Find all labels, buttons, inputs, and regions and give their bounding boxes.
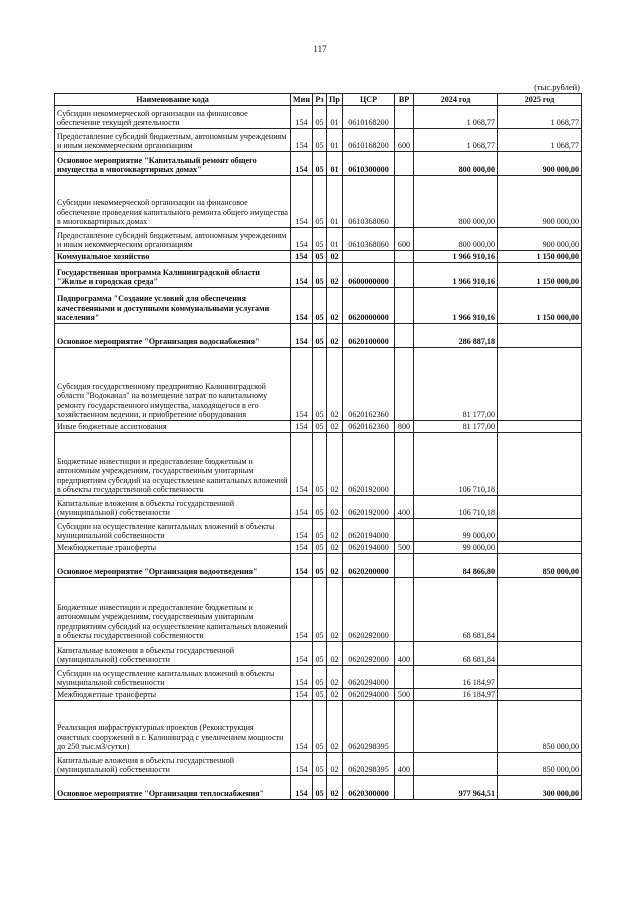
table-cell-csr: 0620162360 [343,348,395,421]
table-cell-2024: 1 966 910,16 [414,288,498,324]
table-cell-2025 [498,666,582,689]
table-cell-2024: 106 710,18 [414,433,498,496]
table-cell-min: 154 [291,554,313,578]
table-cell-min: 154 [291,578,313,642]
table-cell-min: 154 [291,642,313,666]
table-cell-vr: 400 [395,642,414,666]
table-cell-csr: 0620294000 [343,689,395,701]
table-cell-min: 154 [291,152,313,176]
table-cell-min: 154 [291,701,313,753]
table-cell-2025: 850 000,00 [498,554,582,578]
table-cell-pr: 02 [327,263,343,288]
table-cell-csr: 0620200000 [343,554,395,578]
table-cell-name: Капитальные вложения в объекты государственной (муниципальной) собственности [55,753,291,776]
table-cell-2025: 900 000,00 [498,176,582,228]
table-cell-2025 [498,421,582,433]
table-cell-vr [395,519,414,542]
table-cell-2024: 16 184,97 [414,689,498,701]
header-rz: Рз [313,94,327,106]
table-cell-rz: 05 [313,152,327,176]
table-cell-min: 154 [291,288,313,324]
header-vr: ВР [395,94,414,106]
table-cell-pr: 02 [327,689,343,701]
table-cell-csr: 0610168200 [343,106,395,129]
table-cell-min: 154 [291,542,313,554]
table-cell-pr: 02 [327,251,343,263]
table-cell-pr: 02 [327,542,343,554]
table-row [55,666,582,689]
table-row [55,689,582,701]
table-cell-pr: 01 [327,106,343,129]
table-cell-vr: 500 [395,689,414,701]
table-cell-rz: 05 [313,666,327,689]
table-row [55,106,582,129]
table-row [55,421,582,433]
table-cell-min: 154 [291,421,313,433]
table-cell-rz: 05 [313,129,327,152]
table-cell-vr: 600 [395,228,414,251]
header-min: Мин [291,94,313,106]
table-cell-min: 154 [291,251,313,263]
table-cell-name: Предоставление субсидий бюджетным, автономным учреждениям и иным некоммерческим организациям [55,228,291,251]
table-cell-min: 154 [291,129,313,152]
table-cell-vr [395,176,414,228]
table-row [55,701,582,753]
table-cell-min: 154 [291,666,313,689]
table-row [55,228,582,251]
table-cell-vr: 600 [395,129,414,152]
table-cell-rz: 05 [313,324,327,348]
budget-table [54,93,582,800]
table-row [55,519,582,542]
table-cell-name: Основное мероприятие "Капитальный ремонт общего имущества в многоквартирных домах" [55,152,291,176]
table-cell-csr: 0620194000 [343,542,395,554]
table-cell-vr [395,263,414,288]
table-cell-rz: 05 [313,701,327,753]
table-cell-rz: 05 [313,348,327,421]
table-cell-min: 154 [291,776,313,800]
table-cell-min: 154 [291,753,313,776]
table-cell-2024: 99 000,00 [414,542,498,554]
table-row-section [55,263,582,288]
table-row-section [55,251,582,263]
table-cell-vr [395,288,414,324]
header-name: Наименование кода [55,94,291,106]
table-cell-2025: 850 000,00 [498,753,582,776]
table-cell-rz: 05 [313,421,327,433]
table-cell-min: 154 [291,519,313,542]
table-cell-csr: 0620000000 [343,288,395,324]
table-row [55,176,582,228]
table-row-section [55,776,582,800]
table-cell-2025: 300 000,00 [498,776,582,800]
table-cell-2025: 1 068,77 [498,129,582,152]
header-pr: Пр [327,94,343,106]
table-cell-pr: 01 [327,228,343,251]
table-row [55,129,582,152]
table-cell-pr: 01 [327,152,343,176]
table-cell-min: 154 [291,263,313,288]
table-cell-csr: 0620292000 [343,642,395,666]
table-row [55,753,582,776]
table-cell-pr: 01 [327,176,343,228]
table-cell-pr: 02 [327,433,343,496]
table-cell-vr: 400 [395,753,414,776]
table-cell-2025: 1 150 000,00 [498,288,582,324]
table-cell-rz: 05 [313,776,327,800]
header-2025: 2025 год [498,94,582,106]
table-row-section [55,554,582,578]
table-cell-vr [395,324,414,348]
table-cell-2025 [498,433,582,496]
header-csr: ЦСР [343,94,395,106]
table-cell-2025 [498,519,582,542]
table-cell-min: 154 [291,228,313,251]
table-cell-name: Субсидии некоммерческой организации на финансовое обеспечение проведения капитального ремонта общего имущества в многоквартирных домах [55,176,291,228]
table-cell-vr: 800 [395,421,414,433]
table-cell-pr: 02 [327,554,343,578]
table-cell-vr [395,348,414,421]
table-cell-2025 [498,578,582,642]
table-cell-2025 [498,542,582,554]
table-cell-rz: 05 [313,251,327,263]
table-cell-pr: 02 [327,421,343,433]
table-cell-name: Основное мероприятие "Организация теплоснабжения" [55,776,291,800]
table-cell-name: Коммунальное хозяйство [55,251,291,263]
table-cell-2025: 900 000,00 [498,228,582,251]
table-cell-2025 [498,689,582,701]
units-label: (тыс.рублей) [534,82,580,92]
table-cell-csr [343,251,395,263]
table-cell-name: Субсидии некоммерческой организации на финансовое обеспечение текущей деятельности [55,106,291,129]
table-cell-2024: 68 681,84 [414,578,498,642]
table-cell-2025 [498,642,582,666]
table-cell-name: Межбюджетные трансферты [55,542,291,554]
table-cell-pr: 02 [327,496,343,519]
table-cell-pr: 02 [327,519,343,542]
table-cell-name: Иные бюджетные ассигнования [55,421,291,433]
table-cell-pr: 02 [327,776,343,800]
table-cell-csr: 0600000000 [343,263,395,288]
table-row-section [55,152,582,176]
table-cell-2025 [498,324,582,348]
table-cell-2024: 1 068,77 [414,106,498,129]
table-row [55,542,582,554]
table-cell-csr: 0610300000 [343,152,395,176]
table-cell-min: 154 [291,176,313,228]
table-cell-rz: 05 [313,106,327,129]
table-cell-pr: 02 [327,666,343,689]
table-cell-2024: 286 887,18 [414,324,498,348]
table-cell-2024: 1 966 910,16 [414,251,498,263]
table-cell-2024: 68 681,84 [414,642,498,666]
table-row [55,348,582,421]
table-cell-rz: 05 [313,753,327,776]
table-cell-name: Государственная программа Калининградской области "Жилье и городская среда" [55,263,291,288]
table-cell-name: Подпрограмма "Создание условий для обеспечения качественными и доступными коммунальными услугами населения" [55,288,291,324]
table-cell-2024: 81 177,00 [414,421,498,433]
table-row-section [55,288,582,324]
table-cell-name: Реализация инфраструктурных проектов (Реконструкция очистных сооружений в г. Калининград с увеличением мощности до 250 тыс.м3/сутки) [55,701,291,753]
table-cell-2024 [414,701,498,753]
table-row-section [55,324,582,348]
table-cell-csr: 0620298395 [343,753,395,776]
table-cell-2024: 800 000,00 [414,152,498,176]
table-cell-2024 [414,753,498,776]
table-cell-name: Субсидии на осуществление капитальных вложений в объекты муниципальной собственности [55,519,291,542]
table-cell-csr: 0610368060 [343,228,395,251]
table-row [55,642,582,666]
table-cell-2025: 900 000,00 [498,152,582,176]
table-cell-name: Субсидии на осуществление капитальных вложений в объекты муниципальной собственности [55,666,291,689]
table-row [55,433,582,496]
table-cell-vr: 400 [395,496,414,519]
table-cell-name: Основное мероприятие "Организация водоснабжения" [55,324,291,348]
table-cell-pr: 02 [327,578,343,642]
table-cell-vr [395,251,414,263]
table-cell-2025 [498,496,582,519]
table-header-row [55,94,582,106]
table-cell-min: 154 [291,496,313,519]
table-cell-min: 154 [291,324,313,348]
table-cell-name: Предоставление субсидий бюджетным, автономным учреждениям и иным некоммерческим организациям [55,129,291,152]
table-cell-vr [395,666,414,689]
table-cell-rz: 05 [313,433,327,496]
table-cell-rz: 05 [313,519,327,542]
table-cell-vr [395,433,414,496]
table-cell-rz: 05 [313,288,327,324]
table-cell-2024: 84 866,80 [414,554,498,578]
table-cell-2024: 16 184,97 [414,666,498,689]
table-cell-pr: 01 [327,129,343,152]
table-cell-2024: 800 000,00 [414,176,498,228]
table-cell-rz: 05 [313,689,327,701]
table-cell-name: Субсидия государственному предприятию Калининградской области "Водоканал" на возмещение затрат по капитальному ремонту государственного имущества, находящегося в его хозяйственном ведении, и приобретение оборудования [55,348,291,421]
table-cell-pr: 02 [327,288,343,324]
header-2024: 2024 год [414,94,498,106]
table-cell-rz: 05 [313,496,327,519]
table-cell-name: Капитальные вложения в объекты государственной (муниципальной) собственности [55,642,291,666]
table-cell-min: 154 [291,689,313,701]
table-cell-name: Капитальные вложения в объекты государственной (муниципальной) собственности [55,496,291,519]
table-cell-vr [395,578,414,642]
table-cell-vr: 500 [395,542,414,554]
table-cell-2024: 1 068,77 [414,129,498,152]
table-row [55,496,582,519]
table-cell-2024: 977 964,51 [414,776,498,800]
table-cell-csr: 0620192000 [343,496,395,519]
table-cell-pr: 02 [327,753,343,776]
table-cell-name: Бюджетные инвестиции и предоставление бюджетным и автономным учреждениям, государственным унитарным предприятиям субсидий на осуществление капитальных вложений в объекты государственной собственности [55,578,291,642]
table-cell-2024: 800 000,00 [414,228,498,251]
table-cell-vr [395,776,414,800]
table-cell-rz: 05 [313,263,327,288]
table-cell-csr: 0620162360 [343,421,395,433]
table-cell-2025: 1 150 000,00 [498,263,582,288]
table-cell-2024: 106 710,18 [414,496,498,519]
table-cell-csr: 0610368060 [343,176,395,228]
table-cell-vr [395,701,414,753]
table-cell-2025: 1 150 000,00 [498,251,582,263]
table-cell-name: Основное мероприятие "Организация водоотведения" [55,554,291,578]
table-cell-vr [395,106,414,129]
table-cell-vr [395,554,414,578]
table-cell-rz: 05 [313,228,327,251]
table-cell-min: 154 [291,348,313,421]
table-cell-csr: 0620192000 [343,433,395,496]
table-cell-csr: 0610168200 [343,129,395,152]
table-cell-rz: 05 [313,554,327,578]
table-cell-2025: 1 068,77 [498,106,582,129]
table-cell-name: Межбюджетные трансферты [55,689,291,701]
table-cell-rz: 05 [313,578,327,642]
table-cell-2025: 850 000,00 [498,701,582,753]
table-cell-pr: 02 [327,324,343,348]
table-cell-csr: 0620194000 [343,519,395,542]
table-cell-pr: 02 [327,701,343,753]
table-cell-vr [395,152,414,176]
table-cell-min: 154 [291,433,313,496]
table-cell-rz: 05 [313,642,327,666]
table-cell-rz: 05 [313,542,327,554]
table-cell-2024: 99 000,00 [414,519,498,542]
table-cell-pr: 02 [327,348,343,421]
table-cell-min: 154 [291,106,313,129]
table-cell-pr: 02 [327,642,343,666]
table-cell-csr: 0620298395 [343,701,395,753]
table-cell-name: Бюджетные инвестиции и предоставление бюджетным и автономным учреждениям, государственным унитарным предприятиям субсидий на осуществление капитальных вложений в объекты государственной собственности [55,433,291,496]
page-number: 117 [313,44,327,54]
table-cell-csr: 0620294000 [343,666,395,689]
table-cell-csr: 0620292000 [343,578,395,642]
table-cell-2025 [498,348,582,421]
table-cell-2024: 1 966 910,16 [414,263,498,288]
table-cell-2024: 81 177,00 [414,348,498,421]
table-row [55,578,582,642]
table-cell-csr: 0620100000 [343,324,395,348]
table-cell-csr: 0620300000 [343,776,395,800]
table-cell-rz: 05 [313,176,327,228]
